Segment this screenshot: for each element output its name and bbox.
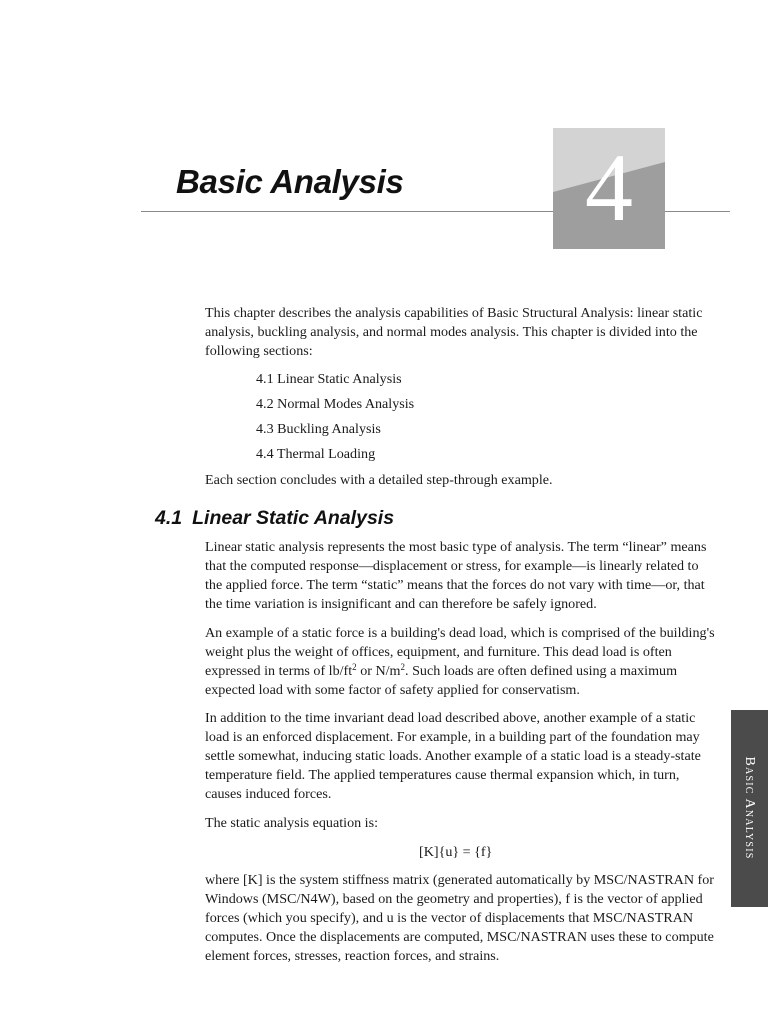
section-list-item: 4.4 Thermal Loading	[256, 446, 376, 462]
chapter-number: 4	[585, 134, 633, 241]
section-list-item: 4.1 Linear Static Analysis	[256, 371, 402, 387]
intro-paragraph: This chapter describes the analysis capabilities of Basic Structural Analysis: linear static analysis, buckling analysis, and normal modes analysis. This chapter is divided into the following sections:	[205, 305, 703, 359]
section-title: Linear Static Analysis	[192, 507, 395, 529]
superscript-m2: 2	[400, 662, 406, 672]
dead-load-text-a: An example of a static force is a building's dead load, which is comprised of the building's weight plus the weight of offices, equipment, and furniture. This dead load is often expressed in terms of lb/ft	[205, 625, 715, 679]
superscript-ft2: 2	[352, 662, 357, 672]
dead-load-text-c: . Such loads are often defined using a maximum expected load with some factor of safety applied for conservatism.	[205, 663, 678, 698]
section-number: 4.1	[155, 507, 183, 529]
side-chapter-tab	[731, 710, 768, 907]
section-list-item: 4.2 Normal Modes Analysis	[256, 396, 415, 412]
chapter-number-box	[553, 128, 665, 249]
static-equation: [K]{u} = {f}	[419, 844, 493, 860]
intro-closing: Each section concludes with a detailed step-through example.	[205, 472, 553, 488]
section-heading	[155, 507, 394, 530]
paragraph-enforced-displacement: In addition to the time invariant dead load described above, another example of a static load is an enforced displacement. For example, in a building part of the foundation may settle somewhat, inducing static loads. Another example of a static load is a steady-state temperature field. The applied temperatures cause thermal expansion which, in turn, causes induced forces.	[205, 710, 701, 802]
side-tab-label: Basic Analysis	[742, 756, 757, 860]
paragraph-stiffness-matrix: where [K] is the system stiffness matrix (generated automatically by MSC/NASTRAN for Windows (MSC/N4W), based on the geometry and properties), f is the vector of applied forces (which you specify), and u is the vector of displacements that MSC/NASTRAN computes. Once the displacements are computed, MSC/NASTRAN uses these to compute element forces, stresses, reaction forces, and strains.	[205, 872, 714, 964]
paragraph-equation-intro: The static analysis equation is:	[205, 815, 378, 831]
chapter-title: Basic Analysis	[176, 163, 404, 200]
dead-load-text-b: or N/m	[356, 663, 401, 679]
section-list-item: 4.3 Buckling Analysis	[256, 421, 381, 437]
paragraph-dead-load	[205, 624, 717, 700]
paragraph-linear-static: Linear static analysis represents the most basic type of analysis. The term “linear” means that the computed response—displacement or stress, for example—is linearly related to the applied force. The term “static” means that the forces do not vary with time—or, that the time variation is insignificant and can therefore be safely ignored.	[205, 539, 707, 612]
section-list	[256, 370, 414, 470]
